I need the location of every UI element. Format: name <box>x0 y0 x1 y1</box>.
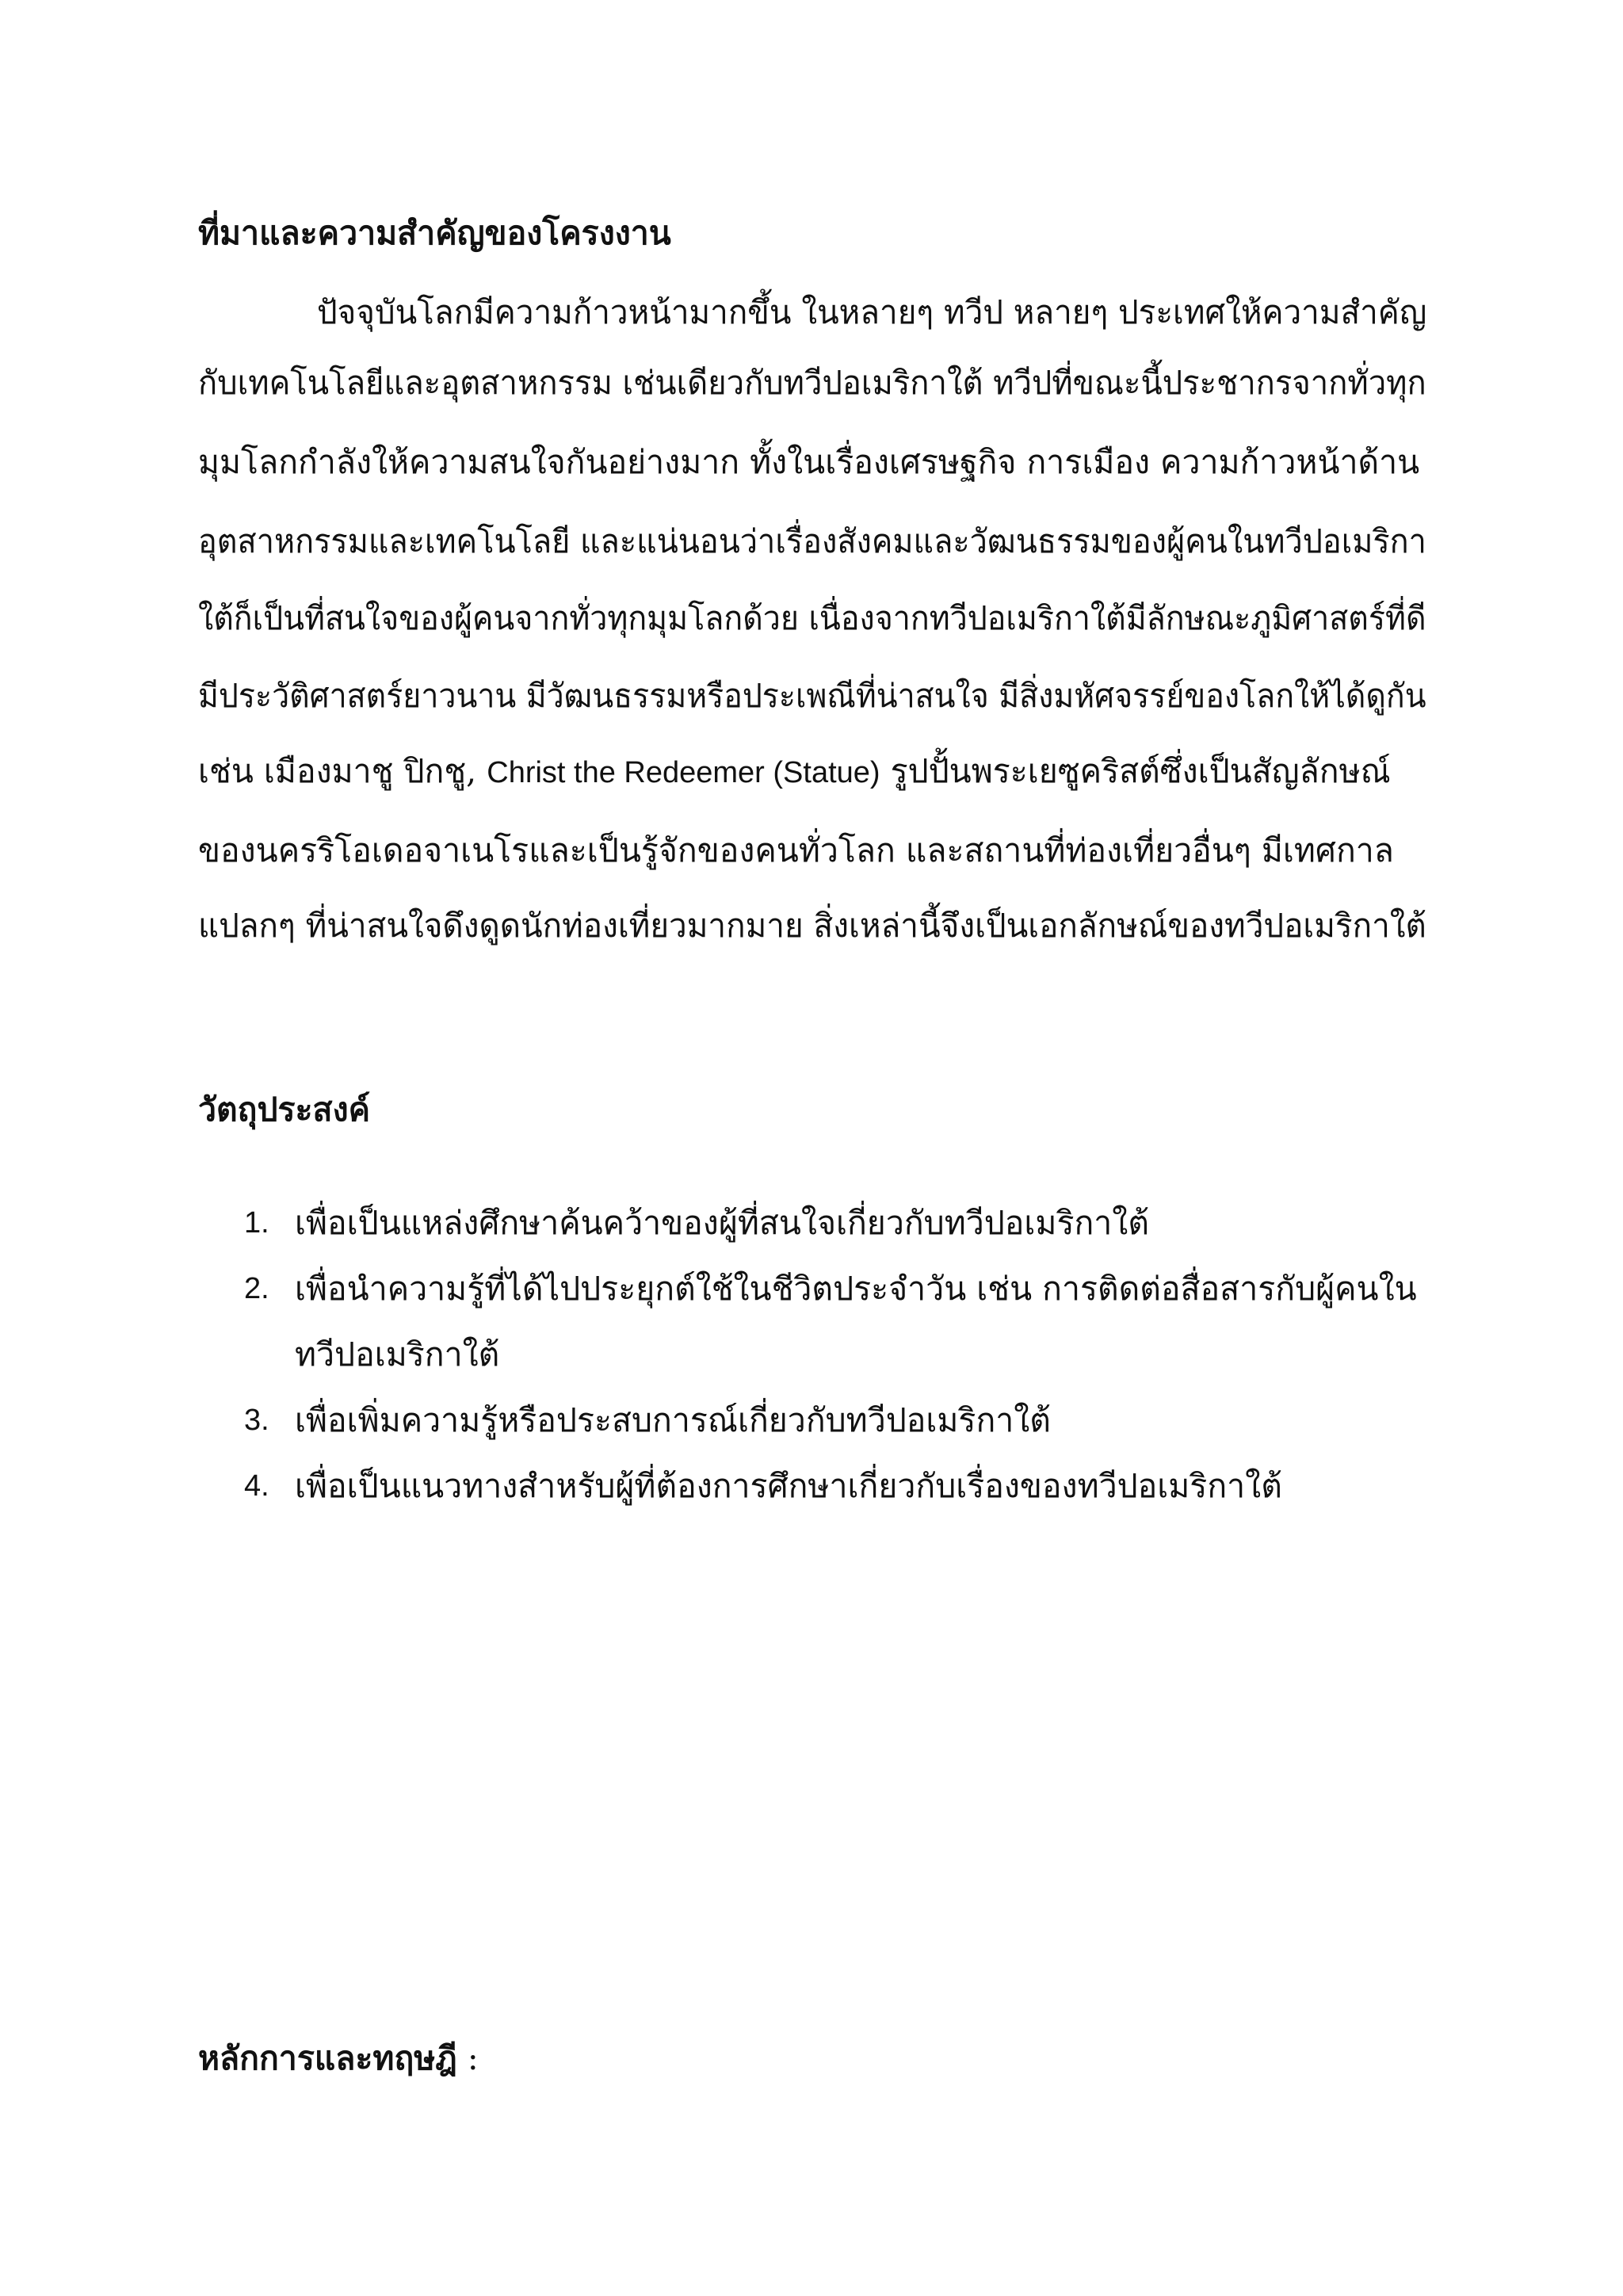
paragraph-line: ปัจจุบันโลกมีความก้าวหน้ามากขึ้น ในหลายๆ ทวีป หลายๆ ประเทศให้ความสำคัญ <box>317 293 1427 331</box>
section-heading-principles <box>198 2036 479 2080</box>
list-number: 3. <box>244 1404 269 1437</box>
list-number: 1. <box>244 1206 269 1240</box>
paragraph-line <box>198 749 1391 795</box>
paragraph-line: มุมโลกกำลังให้ความสนใจกันอย่างมาก ทั้งในเรื่องเศรษฐกิจ การเมือง ความก้าวหน้าด้าน <box>198 443 1420 481</box>
list-number: 4. <box>244 1469 269 1503</box>
section-heading-objectives: วัตถุประสงค์ <box>198 1091 371 1129</box>
paragraph-line: อุตสาหกรรมและเทคโนโลยี และแน่นอนว่าเรื่องสังคมและวัฒนธรรมของผู้คนในทวีปอเมริกา <box>198 522 1426 560</box>
section-heading-text: หลักการและทฤษฎี <box>198 2039 457 2077</box>
paragraph-line: กับเทคโนโลยีและอุตสาหกรรม เช่นเดียวกับทวีปอเมริกาใต้ ทวีปที่ขณะนี้ประชากรจากทั่วทุก <box>198 364 1426 402</box>
list-item: เพื่อเป็นแนวทางสำหรับผู้ที่ต้องการศึกษาเกี่ยวกับเรื่องของทวีปอเมริกาใต้ <box>295 1467 1282 1505</box>
list-item: เพื่อนำความรู้ที่ได้ไปประยุกต์ใช้ในชีวิตประจำวัน เช่น การติดต่อสื่อสารกับผู้คนใน <box>295 1270 1417 1308</box>
paragraph-text: รูปปั้นพระเยซูคริสต์ซึ่งเป็นสัญลักษณ์ <box>880 752 1391 790</box>
paragraph-line: ของนครริโอเดอจาเนโรและเป็นรู้จักของคนทั่วโลก และสถานที่ท่องเที่ยวอื่นๆ มีเทศกาล <box>198 831 1394 869</box>
statue-name: Christ the Redeemer (Statue) <box>487 756 880 789</box>
paragraph-line: มีประวัติศาสตร์ยาวนาน มีวัฒนธรรมหรือประเพณีที่น่าสนใจ มีสิ่งมหัศจรรย์ของโลกให้ได้ดูกัน <box>198 677 1426 715</box>
list-item-continuation: ทวีปอเมริกาใต้ <box>295 1335 500 1373</box>
list-item: เพื่อเป็นแหล่งศึกษาค้นคว้าของผู้ที่สนใจเกี่ยวกับทวีปอเมริกาใต้ <box>295 1204 1149 1242</box>
section-heading-background: ที่มาและความสำคัญของโครงงาน <box>198 214 671 252</box>
paragraph-text: เช่น เมืองมาชู ปิกชู, <box>198 752 487 790</box>
paragraph-line: แปลกๆ ที่น่าสนใจดึงดูดนักท่องเที่ยวมากมาย สิ่งเหล่านี้จึงเป็นเอกลักษณ์ของทวีปอเมริกาใต้ <box>198 907 1426 945</box>
heading-colon: : <box>456 2039 479 2077</box>
list-item: เพื่อเพิ่มความรู้หรือประสบการณ์เกี่ยวกับทวีปอเมริกาใต้ <box>295 1401 1051 1439</box>
paragraph-line: ใต้ก็เป็นที่สนใจของผู้คนจากทั่วทุกมุมโลกด้วย เนื่องจากทวีปอเมริกาใต้มีลักษณะภูมิศาสตร์ที่ดี <box>198 599 1426 637</box>
list-number: 2. <box>244 1272 269 1305</box>
